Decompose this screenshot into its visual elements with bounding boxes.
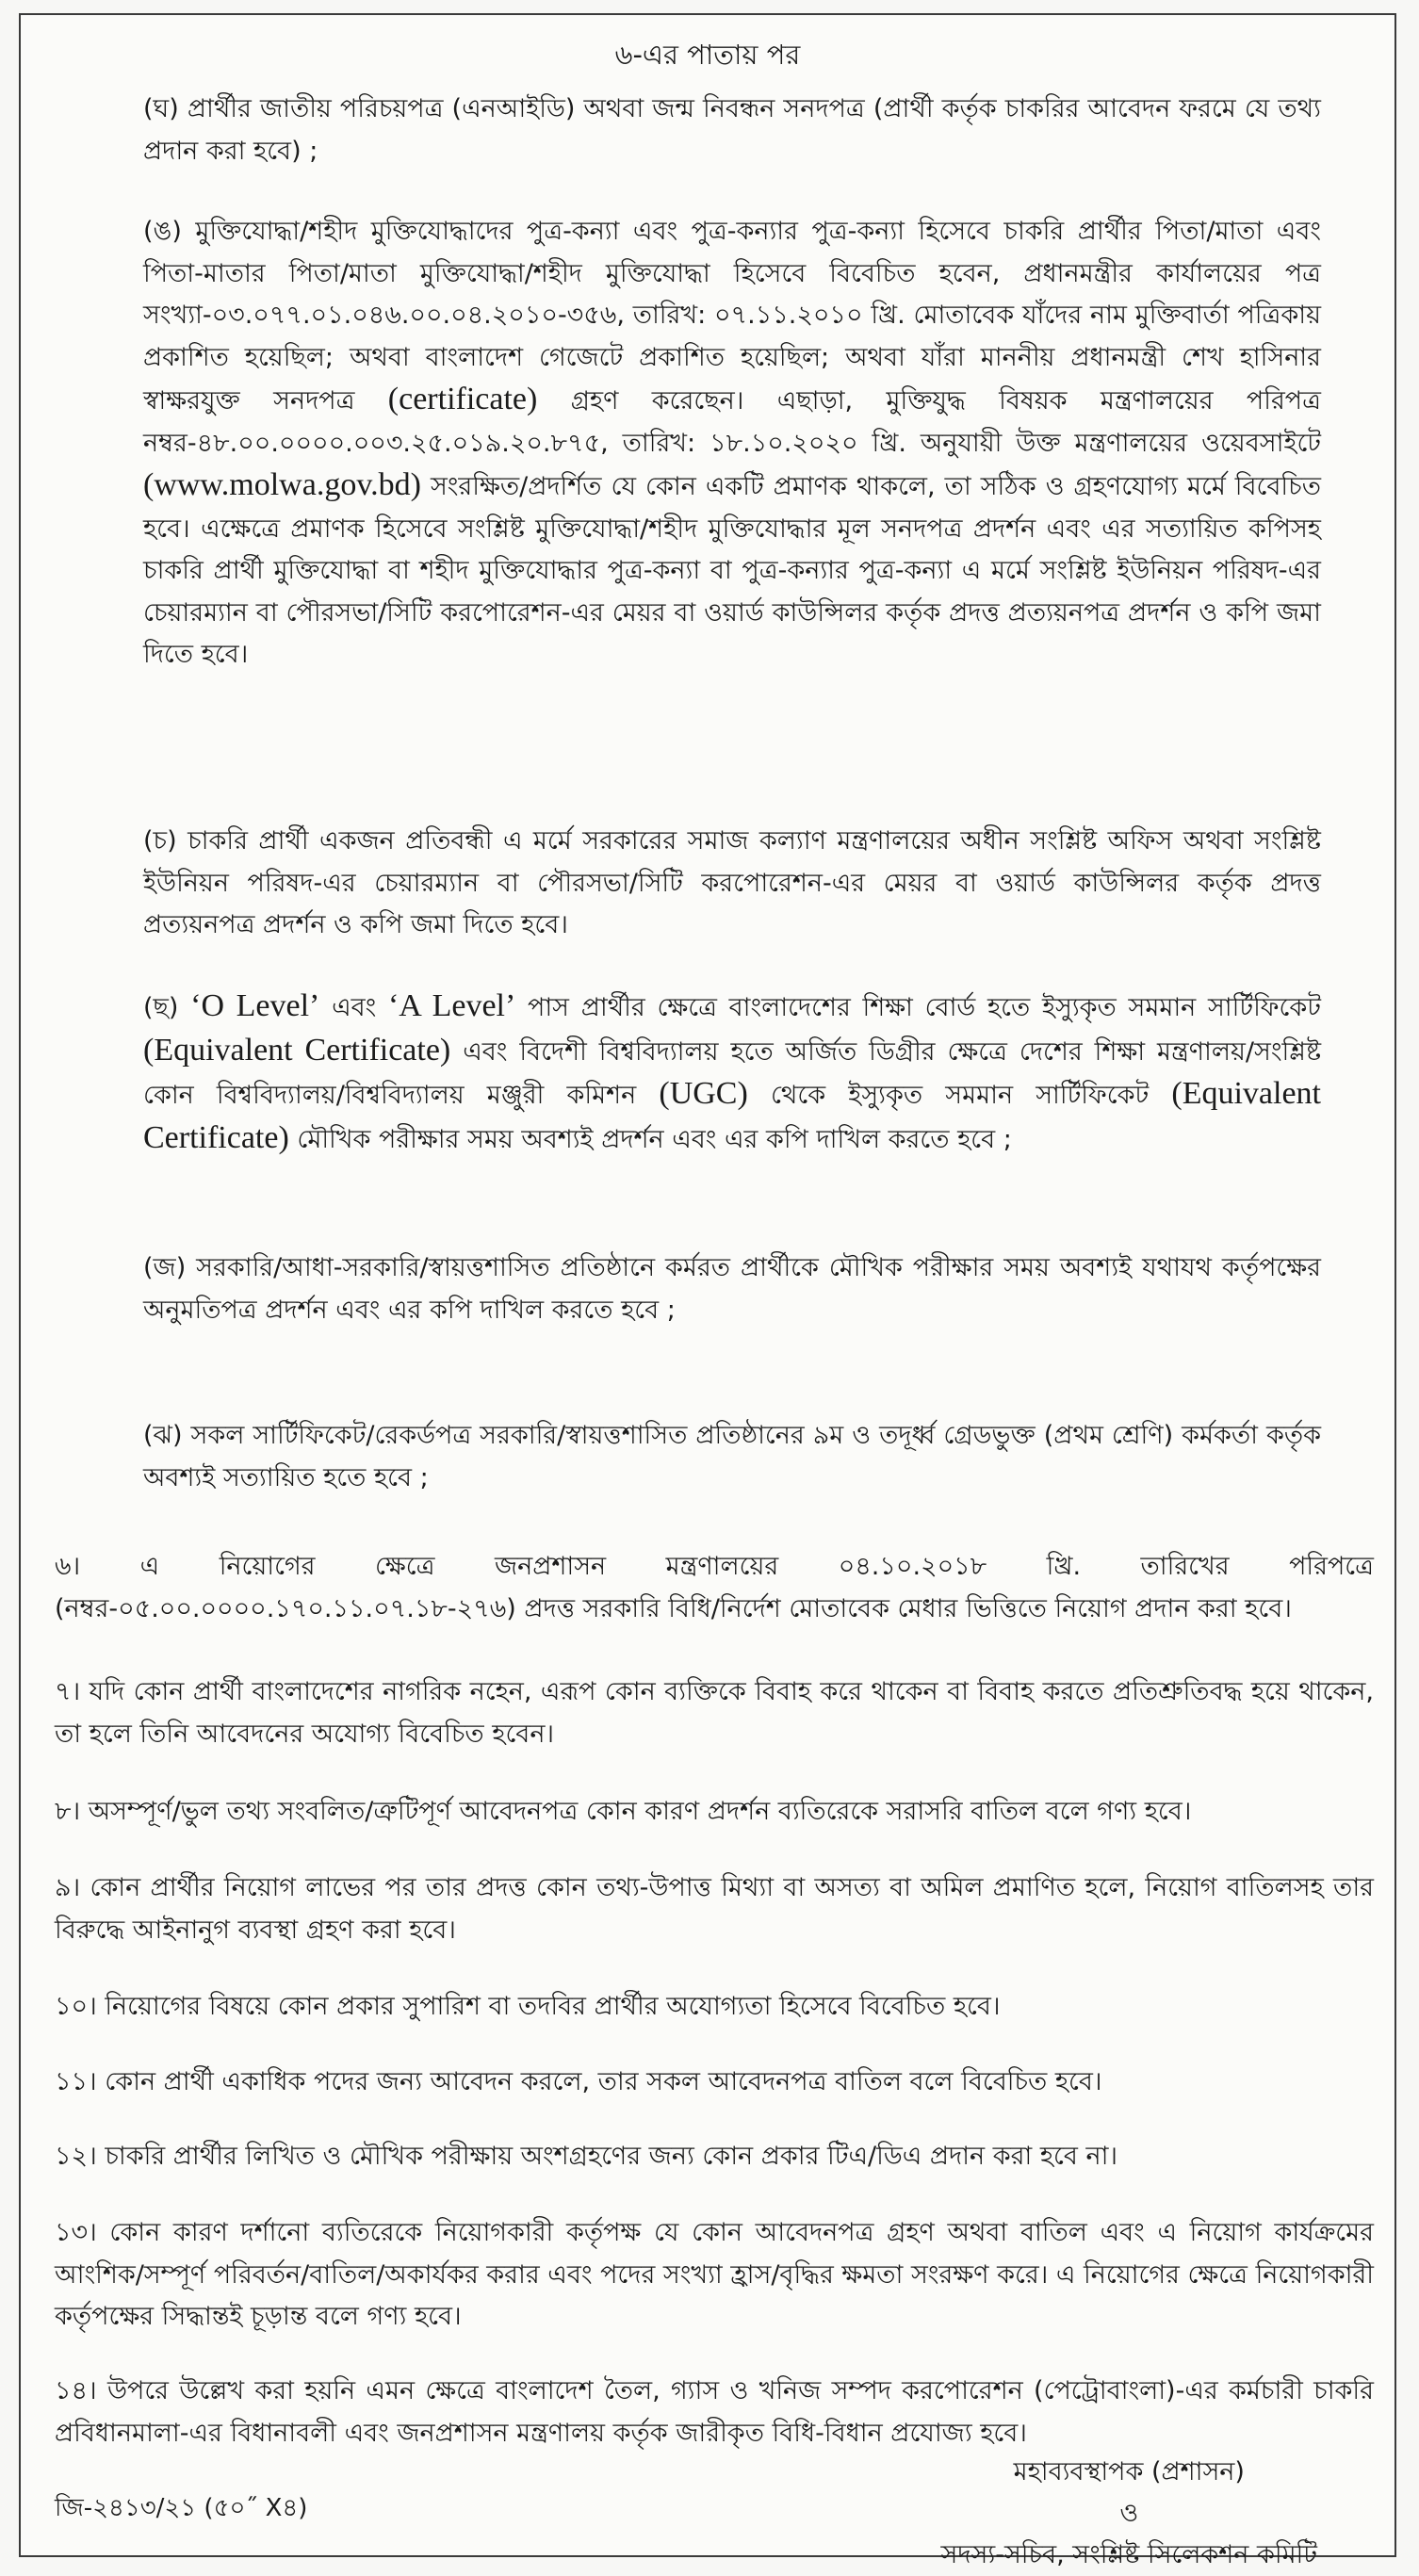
item-uo-part1: (ঙ) মুক্তিযোদ্ধা/শহীদ মুক্তিযোদ্ধাদের পুত্র-কন্যা এবং পুত্র-কন্যার পুত্র-কন্যা হিসেবে চাকরি প্রার্থীর পিতা/মাতা এবং পিতা-মাতার পিতা/মাতা মুক্তিযোদ্ধা/শহীদ মুক্তিযোদ্ধা হিসেবে বিবেচিত হবেন, প্রধানমন্ত্রীর কার্যালয়ের পত্র সংখ্যা-০৩.০৭৭.০১.০৪৬.০০.০৪.২০১০-৩৫৬, তারিখ: ০৭.১১.২০১০ খ্রি. মোতাবেক যাঁদের নাম মুক্তিবার্তা পত্রিকায় প্রকাশিত হয়েছিল; অথবা বাংলাদেশ গেজেটে প্রকাশিত হয়েছিল; অথবা যাঁরা মাননীয় প্রধানমন্ত্রী শেখ হাসিনার স্বাক্ষরযুক্ত সনদপত্র: [143, 217, 1321, 416]
item-uo-part2: গ্রহণ করেছেন। এছাড়া, মুক্তিযুদ্ধ বিষয়ক মন্ত্রণালয়ের পরিপত্র নম্বর-৪৮.০০.০০০০.০০৩.২৫.০১৯.২০.৮৭৫, তারিখ: ১৮.১০.২০২০ খ্রি. অনুযায়ী উক্ত মন্ত্রণালয়ের ওয়েবসাইটে: [143, 386, 1321, 458]
item-chha-and: এবং: [332, 993, 377, 1022]
clause-11: ১১। কোন প্রার্থী একাধিক পদের জন্য আবেদন করলে, তার সকল আবেদনপত্র বাতিল বলে বিবেচিত হবে।: [55, 2067, 1102, 2096]
item-chha-part3: থেকে ইস্যুকৃত সমমান সার্টিফিকেট: [770, 1081, 1150, 1110]
item-chha: [143, 986, 1321, 1161]
clause-14: ১৪। উপরে উল্লেখ করা হয়নি এমন ক্ষেত্রে বাংলাদেশ তৈল, গ্যাস ও খনিজ সম্পদ করপোরেশন (পেট্রোবাংলা)-এর কর্মচারী চাকরি প্রবিধানমালা-এর বিধানাবলী এবং জনপ্রশাসন মন্ত্রণালয় কর্তৃক জারীকৃত বিধি-বিধান প্রযোজ্য হবে।: [55, 2376, 1374, 2448]
ad-reference-code: জি-২৪১৩/২১ (৫০˝ X৪): [55, 2494, 308, 2522]
ugc-term: (UGC): [659, 1076, 748, 1111]
item-gha: (ঘ) প্রার্থীর জাতীয় পরিচয়পত্র (এনআইডি) অথবা জন্ম নিবন্ধন সনদপত্র (প্রার্থী কর্তৃক চাকরির আবেদন ফরমে যে তথ্য প্রদান করা হবে) ;: [143, 94, 1321, 166]
continued-from-heading: ৬-এর পাতায় পর: [614, 39, 801, 71]
page-frame: [19, 13, 1396, 2569]
signature-conjunction: ও: [1119, 2499, 1139, 2528]
o-level-term: ‘O Level’: [190, 988, 320, 1023]
item-ja: (জ) সরকারি/আধা-সরকারি/স্বায়ত্তশাসিত প্রতিষ্ঠানে কর্মরত প্রার্থীকে মৌখিক পরীক্ষার সময় অবশ্যই যথাযথ কর্তৃপক্ষের অনুমতিপত্র প্রদর্শন এবং এর কপি দাখিল করতে হবে ;: [143, 1253, 1321, 1325]
item-chha-prefix: (ছ): [143, 993, 179, 1022]
item-cha: (চ) চাকরি প্রার্থী একজন প্রতিবন্ধী এ মর্মে সরকারের সমাজ কল্যাণ মন্ত্রণালয়ের অধীন সংশ্লিষ্ট অফিস অথবা সংশ্লিষ্ট ইউনিয়ন পরিষদ-এর চেয়ারম্যান বা পৌরসভা/সিটি করপোরেশন-এর মেয়র বা ওয়ার্ড কাউন্সিলর কর্তৃক প্রদত্ত প্রত্যয়নপত্র প্রদর্শন ও কপি জমা দিতে হবে।: [143, 826, 1321, 939]
certificate-term: (certificate): [387, 382, 538, 416]
item-uo-part3: সংরক্ষিত/প্রদর্শিত যে কোন একটি প্রমাণক থাকলে, তা সঠিক ও গ্রহণযোগ্য মর্মে বিবেচিত হবে। এক্ষেত্রে প্রমাণক হিসেবে সংশ্লিষ্ট মুক্তিযোদ্ধা/শহীদ মুক্তিযোদ্ধার মূল সনদপত্র প্রদর্শন এবং এর সত্যায়িত কপিসহ চাকরি প্রার্থী মুক্তিযোদ্ধা বা শহীদ মুক্তিযোদ্ধার পুত্র-কন্যা বা পুত্র-কন্যার পুত্র-কন্যা এ মর্মে সংশ্লিষ্ট ইউনিয়ন পরিষদ-এর চেয়ারম্যান বা পৌরসভা/সিটি করপোরেশন-এর মেয়র বা ওয়ার্ড কাউন্সিলর কর্তৃক প্রদত্ত প্রত্যয়নপত্র প্রদর্শন ও কপি জমা দিতে হবে।: [143, 472, 1321, 669]
clause-9: ৯। কোন প্রার্থীর নিয়োগ লাভের পর তার প্রদত্ত কোন তথ্য-উপাত্ত মিথ্যা বা অসত্য বা অমিল প্রমাণিত হলে, নিয়োগ বাতিলসহ তার বিরুদ্ধে আইনানুগ ব্যবস্থা গ্রহণ করা হবে।: [55, 1873, 1374, 1945]
item-jha: (ঝ) সকল সার্টিফিকেট/রেকর্ডপত্র সরকারি/স্বায়ত্তশাসিত প্রতিষ্ঠানের ৯ম ও তদূর্ধ্ব গ্রেডভুক্ত (প্রথম শ্রেণি) কর্মকর্তা কর্তৃক অবশ্যই সত্যায়িত হতে হবে ;: [143, 1421, 1321, 1492]
signature-title: মহাব্যবস্থাপক (প্রশাসন): [1013, 2457, 1245, 2486]
equivalent-certificate-term: (Equivalent Certificate): [143, 1032, 451, 1068]
a-level-term: ‘A Level’: [387, 988, 516, 1023]
signature-role: সদস্য-সচিব, সংশ্লিষ্ট সিলেকশন কমিটি: [940, 2540, 1317, 2569]
molwa-website: (www.molwa.gov.bd): [143, 467, 421, 502]
item-chha-part1: পাস প্রার্থীর ক্ষেত্রে বাংলাদেশের শিক্ষা বোর্ড হতে ইস্যুকৃত সমমান সার্টিফিকেট: [528, 993, 1321, 1022]
item-chha-part4: মৌখিক পরীক্ষার সময় অবশ্যই প্রদর্শন এবং এর কপি দাখিল করতে হবে ;: [297, 1124, 1012, 1154]
clause-6: ৬। এ নিয়োগের ক্ষেত্রে জনপ্রশাসন মন্ত্রণালয়ের ০৪.১০.২০১৮ খ্রি. তারিখের পরিপত্রে (নম্বর-০৫.০০.০০০০.১৭০.১১.০৭.১৮-২৭৬) প্রদত্ত সরকারি বিধি/নির্দেশ মোতাবেক মেধার ভিত্তিতে নিয়োগ প্রদান করা হবে।: [55, 1552, 1374, 1623]
clause-13: ১৩। কোন কারণ দর্শানো ব্যতিরেকে নিয়োগকারী কর্তৃপক্ষ যে কোন আবেদনপত্র গ্রহণ অথবা বাতিল এবং এ নিয়োগ কার্যক্রমের আংশিক/সম্পূর্ণ পরিবর্তন/বাতিল/অকার্যকর করার এবং পদের সংখ্যা হ্রাস/বৃদ্ধির ক্ষমতা সংরক্ষণ করে। এ নিয়োগের ক্ষেত্রে নিয়োগকারী কর্তৃপক্ষের সিদ্ধান্তই চূড়ান্ত বলে গণ্য হবে।: [55, 2218, 1374, 2331]
equivalent-certificate-term-2: (Equivalent Certificate): [143, 1076, 1321, 1155]
clause-7: ৭। যদি কোন প্রার্থী বাংলাদেশের নাগরিক নহেন, এরূপ কোন ব্যক্তিকে বিবাহ করে থাকেন বা বিবাহ করতে প্রতিশ্রুতিবদ্ধ হয়ে থাকেন, তা হলে তিনি আবেদনের অযোগ্য বিবেচিত হবেন।: [55, 1677, 1374, 1749]
clause-12: ১২। চাকরি প্রার্থীর লিখিত ও মৌখিক পরীক্ষায় অংশগ্রহণের জন্য কোন প্রকার টিএ/ডিএ প্রদান করা হবে না।: [55, 2142, 1118, 2171]
clause-8: ৮। অসম্পূর্ণ/ভুল তথ্য সংবলিত/ত্রুটিপূর্ণ আবেদনপত্র কোন কারণ প্রদর্শন ব্যতিরেকে সরাসরি বাতিল বলে গণ্য হবে।: [55, 1797, 1192, 1826]
item-chha-part2: এবং বিদেশী বিশ্ববিদ্যালয় হতে অর্জিত ডিগ্রীর ক্ষেত্রে দেশের শিক্ষা মন্ত্রণালয়/সংশ্লিষ্ট কোন বিশ্ববিদ্যালয়/বিশ্ববিদ্যালয় মঞ্জুরী কমিশন: [143, 1036, 1322, 1110]
signature-block: [941, 2452, 1317, 2576]
item-uo: [143, 211, 1321, 677]
clause-10: ১০। নিয়োগের বিষয়ে কোন প্রকার সুপারিশ বা তদবির প্রার্থীর অযোগ্যতা হিসেবে বিবেচিত হবে।: [55, 1992, 1001, 2021]
